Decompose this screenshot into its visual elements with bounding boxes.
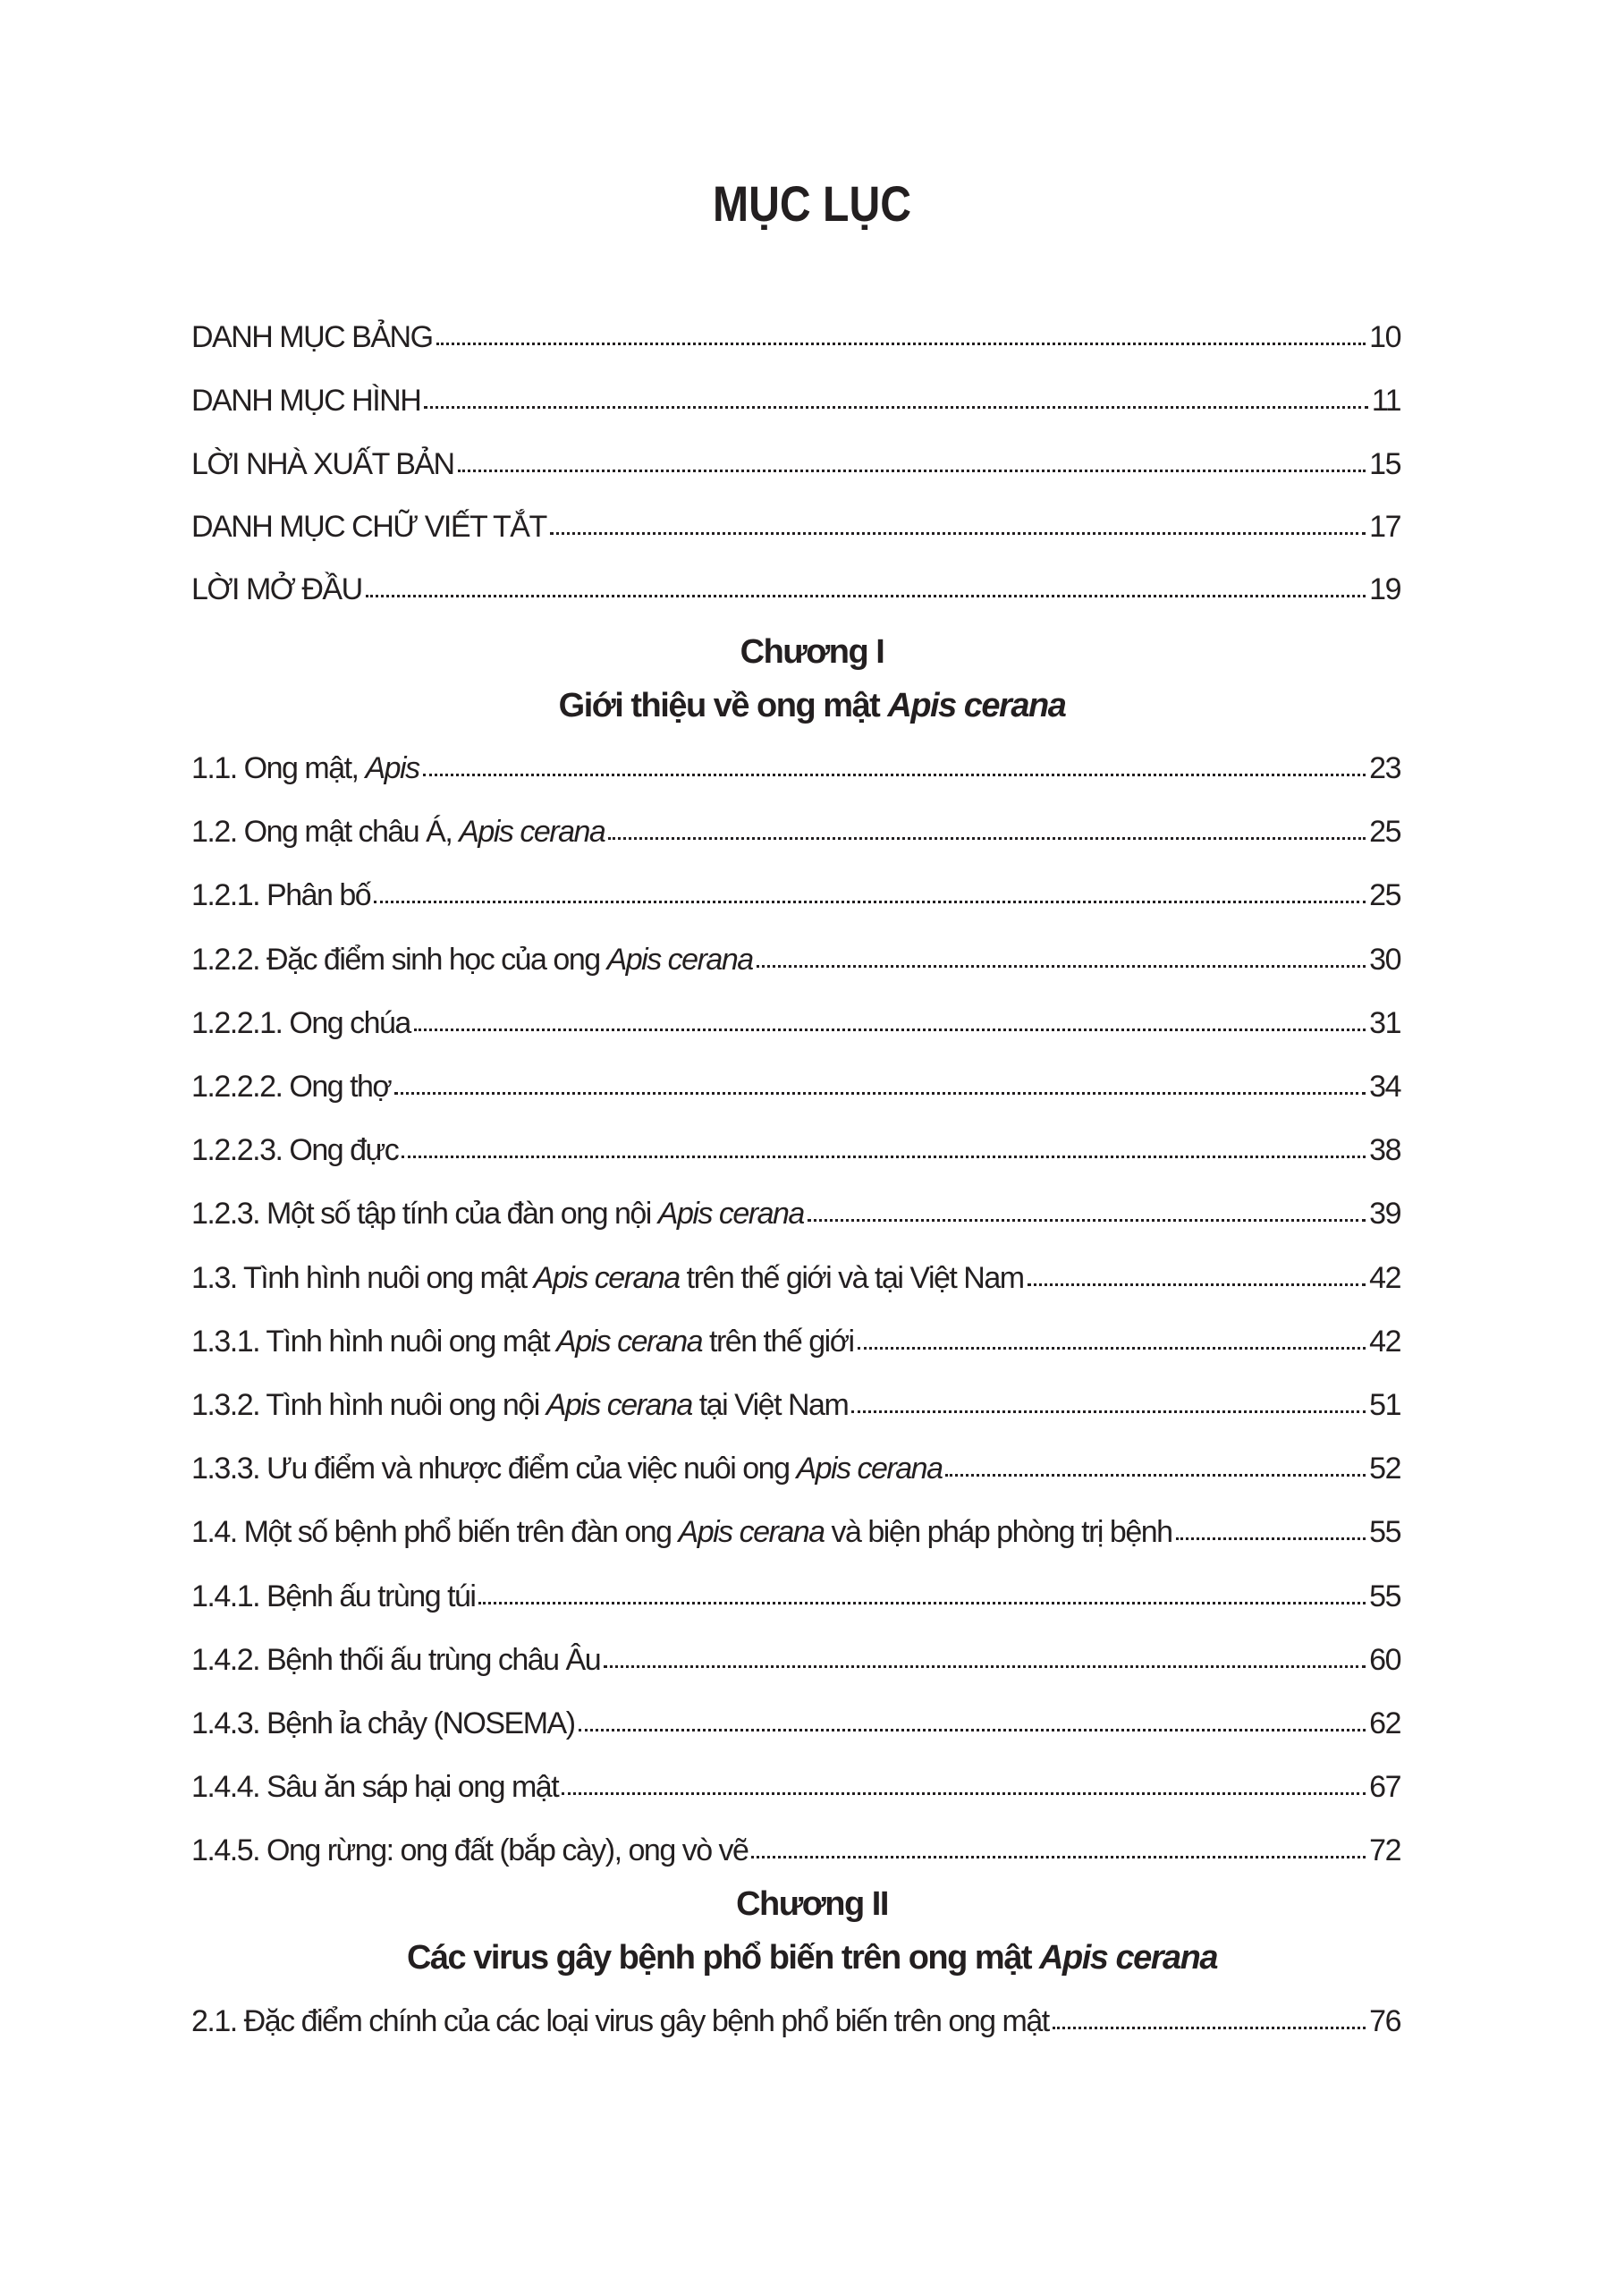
dot-leader — [1028, 1257, 1366, 1288]
toc-entry-text: 1.4. Một số bệnh phổ biến trên đàn ong — [191, 1515, 679, 1549]
toc-page-number: 38 — [1369, 1133, 1400, 1167]
toc-entry-species: Apis — [365, 751, 419, 785]
toc-entry-label — [191, 808, 605, 856]
toc-page-number: 11 — [1371, 384, 1400, 418]
toc-page-number: 42 — [1369, 1325, 1400, 1359]
toc-entry-text: 1.2.3. Một số tập tính của đàn ong nội — [191, 1197, 658, 1231]
toc-entry-text: DANH MỤC BẢNG — [191, 320, 433, 354]
toc-entry-text: LỜI NHÀ XUẤT BẢN — [191, 447, 454, 481]
toc-entry-label — [191, 313, 433, 361]
toc-page-number: 25 — [1369, 878, 1400, 912]
toc-entry[interactable] — [191, 999, 1400, 1047]
toc-entry[interactable] — [191, 313, 1400, 361]
toc-entry[interactable] — [191, 1997, 1400, 2045]
toc-entry[interactable] — [191, 808, 1400, 856]
chapter-subtitle-text: Các virus gây bệnh phổ biến trên ong mật — [406, 1939, 1040, 1977]
toc-entry-text: DANH MỤC HÌNH — [191, 384, 421, 418]
toc-entry-label — [191, 1763, 558, 1811]
toc-entry-text: 1.4.1. Bệnh ấu trùng túi — [191, 1579, 476, 1613]
toc-entry-label — [191, 1636, 600, 1684]
toc-entry-text: 1.4.3. Bệnh ỉa chảy (NOSEMA) — [191, 1706, 575, 1740]
toc-entry-text: 1.1. Ong mật, — [191, 751, 366, 785]
toc-entry[interactable] — [191, 1636, 1400, 1684]
toc-entry-label — [191, 744, 419, 792]
dot-leader — [757, 939, 1366, 969]
toc-page-number: 39 — [1369, 1197, 1400, 1231]
dot-leader — [751, 1830, 1366, 1860]
toc-page-number: 42 — [1369, 1261, 1400, 1295]
toc-entry-text: 2.1. Đặc điểm chính của các loại virus gây bệnh phổ biến trên ong mật — [191, 2004, 1049, 2038]
toc-entry-species: Apis cerana — [796, 1452, 943, 1486]
toc-page-number: 30 — [1369, 943, 1400, 977]
dot-leader — [851, 1384, 1366, 1415]
toc-entry-label — [191, 440, 454, 488]
toc-page-number: 19 — [1369, 572, 1400, 606]
chapter-heading: Chương II — [736, 1885, 888, 1923]
toc-entry-text: 1.2.2. Đặc điểm sinh học của ong — [191, 943, 607, 977]
toc-entry-text: 1.2.2.2. Ong thợ — [191, 1070, 392, 1104]
toc-entry-text: 1.3.2. Tình hình nuôi ong nội — [191, 1388, 546, 1422]
dot-leader — [414, 1003, 1366, 1033]
toc-entry-text: 1.3. Tình hình nuôi ong mật — [191, 1261, 534, 1295]
chapter-heading: Chương I — [740, 633, 884, 671]
toc-entry[interactable] — [191, 1190, 1400, 1238]
dot-leader — [550, 506, 1366, 537]
toc-page-number: 25 — [1369, 815, 1400, 849]
toc-entry-text: 1.2.1. Phân bố — [191, 878, 371, 912]
dot-leader — [1176, 1511, 1366, 1542]
toc-entry-label — [191, 1063, 391, 1111]
toc-entry-text-suffix: trên thế giới và tại Việt Nam — [679, 1261, 1024, 1295]
dot-leader — [424, 380, 1367, 411]
toc-page-number: 31 — [1369, 1006, 1400, 1040]
toc-entry[interactable] — [191, 440, 1400, 488]
toc-entry[interactable] — [191, 1254, 1400, 1302]
toc-entry-label — [191, 936, 753, 984]
dot-leader — [858, 1321, 1366, 1351]
toc-entry-text: 1.2.2.3. Ong đực — [191, 1133, 399, 1167]
toc-entry-species: Apis cerana — [678, 1515, 825, 1549]
toc-entry-label — [191, 1190, 804, 1238]
chapter-subtitle-species: Apis cerana — [1039, 1939, 1217, 1977]
toc-entry-label — [191, 871, 370, 919]
toc-entry[interactable] — [191, 744, 1400, 792]
toc-entry-label — [191, 503, 546, 551]
toc-entry-species: Apis cerana — [657, 1197, 804, 1231]
toc-entry[interactable] — [191, 1508, 1400, 1556]
toc-entry[interactable] — [191, 871, 1400, 919]
dot-leader — [458, 444, 1366, 474]
toc-entry[interactable] — [191, 1317, 1400, 1366]
toc-entry[interactable] — [191, 936, 1400, 984]
toc-page-number: 67 — [1369, 1770, 1400, 1804]
toc-entry-text: 1.3.3. Ưu điểm và nhược điểm của việc nuôi ong — [191, 1452, 797, 1486]
toc-page-number: 17 — [1369, 510, 1400, 544]
toc-entry-label — [191, 1254, 1024, 1302]
toc-entry-text: 1.4.5. Ong rừng: ong đất (bắp cày), ong vò vẽ — [191, 1833, 749, 1867]
toc-entry[interactable] — [191, 1063, 1400, 1111]
toc-entry-label — [191, 1508, 1172, 1556]
dot-leader — [579, 1703, 1366, 1733]
toc-page-number: 55 — [1369, 1515, 1400, 1549]
toc-entry-species: Apis cerana — [459, 815, 605, 849]
toc-entry[interactable] — [191, 1572, 1400, 1621]
toc-entry-label — [191, 1126, 398, 1174]
toc-entry-text-suffix: trên thế giới — [702, 1325, 854, 1359]
toc-entry[interactable] — [191, 1126, 1400, 1174]
dot-leader — [1053, 2001, 1366, 2031]
dot-leader — [808, 1193, 1366, 1223]
toc-entry-text: 1.3.1. Tình hình nuôi ong mật — [191, 1325, 557, 1359]
toc-page-number: 23 — [1369, 751, 1400, 785]
toc-page-number: 15 — [1369, 447, 1400, 481]
toc-entry-species: Apis cerana — [533, 1261, 680, 1295]
toc-entry[interactable] — [191, 1699, 1400, 1748]
dot-leader — [366, 569, 1366, 599]
dot-leader — [608, 811, 1366, 842]
toc-page-number: 55 — [1369, 1579, 1400, 1613]
toc-entry-species: Apis cerana — [606, 943, 753, 977]
toc-entry-label — [191, 1317, 854, 1366]
toc-entry[interactable] — [191, 1763, 1400, 1811]
toc-entry-text-suffix: và biện pháp phòng trị bệnh — [824, 1515, 1172, 1549]
dot-leader — [394, 1066, 1366, 1096]
toc-entry-label — [191, 1826, 748, 1875]
toc-entry[interactable] — [191, 1444, 1400, 1493]
toc-entry-species: Apis cerana — [556, 1325, 703, 1359]
chapter-subtitle — [0, 680, 1624, 732]
toc-entry-label — [191, 1997, 1049, 2045]
toc-entry-label — [191, 1381, 848, 1429]
toc-entry-label — [191, 1444, 942, 1493]
toc-entry-text: 1.2. Ong mật châu Á, — [191, 815, 460, 849]
dot-leader — [374, 875, 1366, 905]
toc-entry-label — [191, 999, 410, 1047]
toc-entry-text: LỜI MỞ ĐẦU — [191, 572, 362, 606]
toc-entry-species: Apis cerana — [546, 1388, 692, 1422]
dot-leader — [562, 1766, 1366, 1797]
toc-page-number: 51 — [1369, 1388, 1400, 1422]
chapter-subtitle — [0, 1932, 1624, 1984]
toc-entry-label — [191, 565, 362, 614]
toc-page-number: 60 — [1369, 1643, 1400, 1677]
toc-entry[interactable] — [191, 1826, 1400, 1875]
dot-leader — [945, 1448, 1366, 1478]
toc-page-number: 76 — [1369, 2004, 1400, 2038]
dot-leader — [478, 1576, 1366, 1606]
toc-entry-text: DANH MỤC CHỮ VIẾT TẮT — [191, 510, 546, 544]
toc-entry[interactable] — [191, 1381, 1400, 1429]
toc-entry-label — [191, 1572, 475, 1621]
toc-entry[interactable] — [191, 565, 1400, 614]
page-title: MỤC LỤC — [712, 175, 912, 232]
chapter-subtitle-species: Apis cerana — [887, 687, 1066, 724]
toc-page-number: 72 — [1369, 1833, 1400, 1867]
toc-entry[interactable] — [191, 377, 1400, 425]
toc-entry-text: 1.4.4. Sâu ăn sáp hại ong mật — [191, 1770, 559, 1804]
toc-page-number: 34 — [1369, 1070, 1400, 1104]
toc-page-number: 10 — [1369, 320, 1400, 354]
toc-entry-label — [191, 377, 420, 425]
toc-entry-text-suffix: tại Việt Nam — [691, 1388, 849, 1422]
dot-leader — [436, 317, 1366, 347]
dot-leader — [423, 748, 1366, 778]
toc-entry[interactable] — [191, 503, 1400, 551]
toc-page-number: 62 — [1369, 1706, 1400, 1740]
dot-leader — [604, 1639, 1366, 1670]
toc-entry-label — [191, 1699, 575, 1748]
dot-leader — [402, 1130, 1366, 1160]
chapter-subtitle-text: Giới thiệu về ong mật — [558, 687, 888, 724]
toc-entry-text: 1.2.2.1. Ong chúa — [191, 1006, 410, 1040]
toc-entry-text: 1.4.2. Bệnh thối ấu trùng châu Âu — [191, 1643, 601, 1677]
toc-page-number: 52 — [1369, 1452, 1400, 1486]
